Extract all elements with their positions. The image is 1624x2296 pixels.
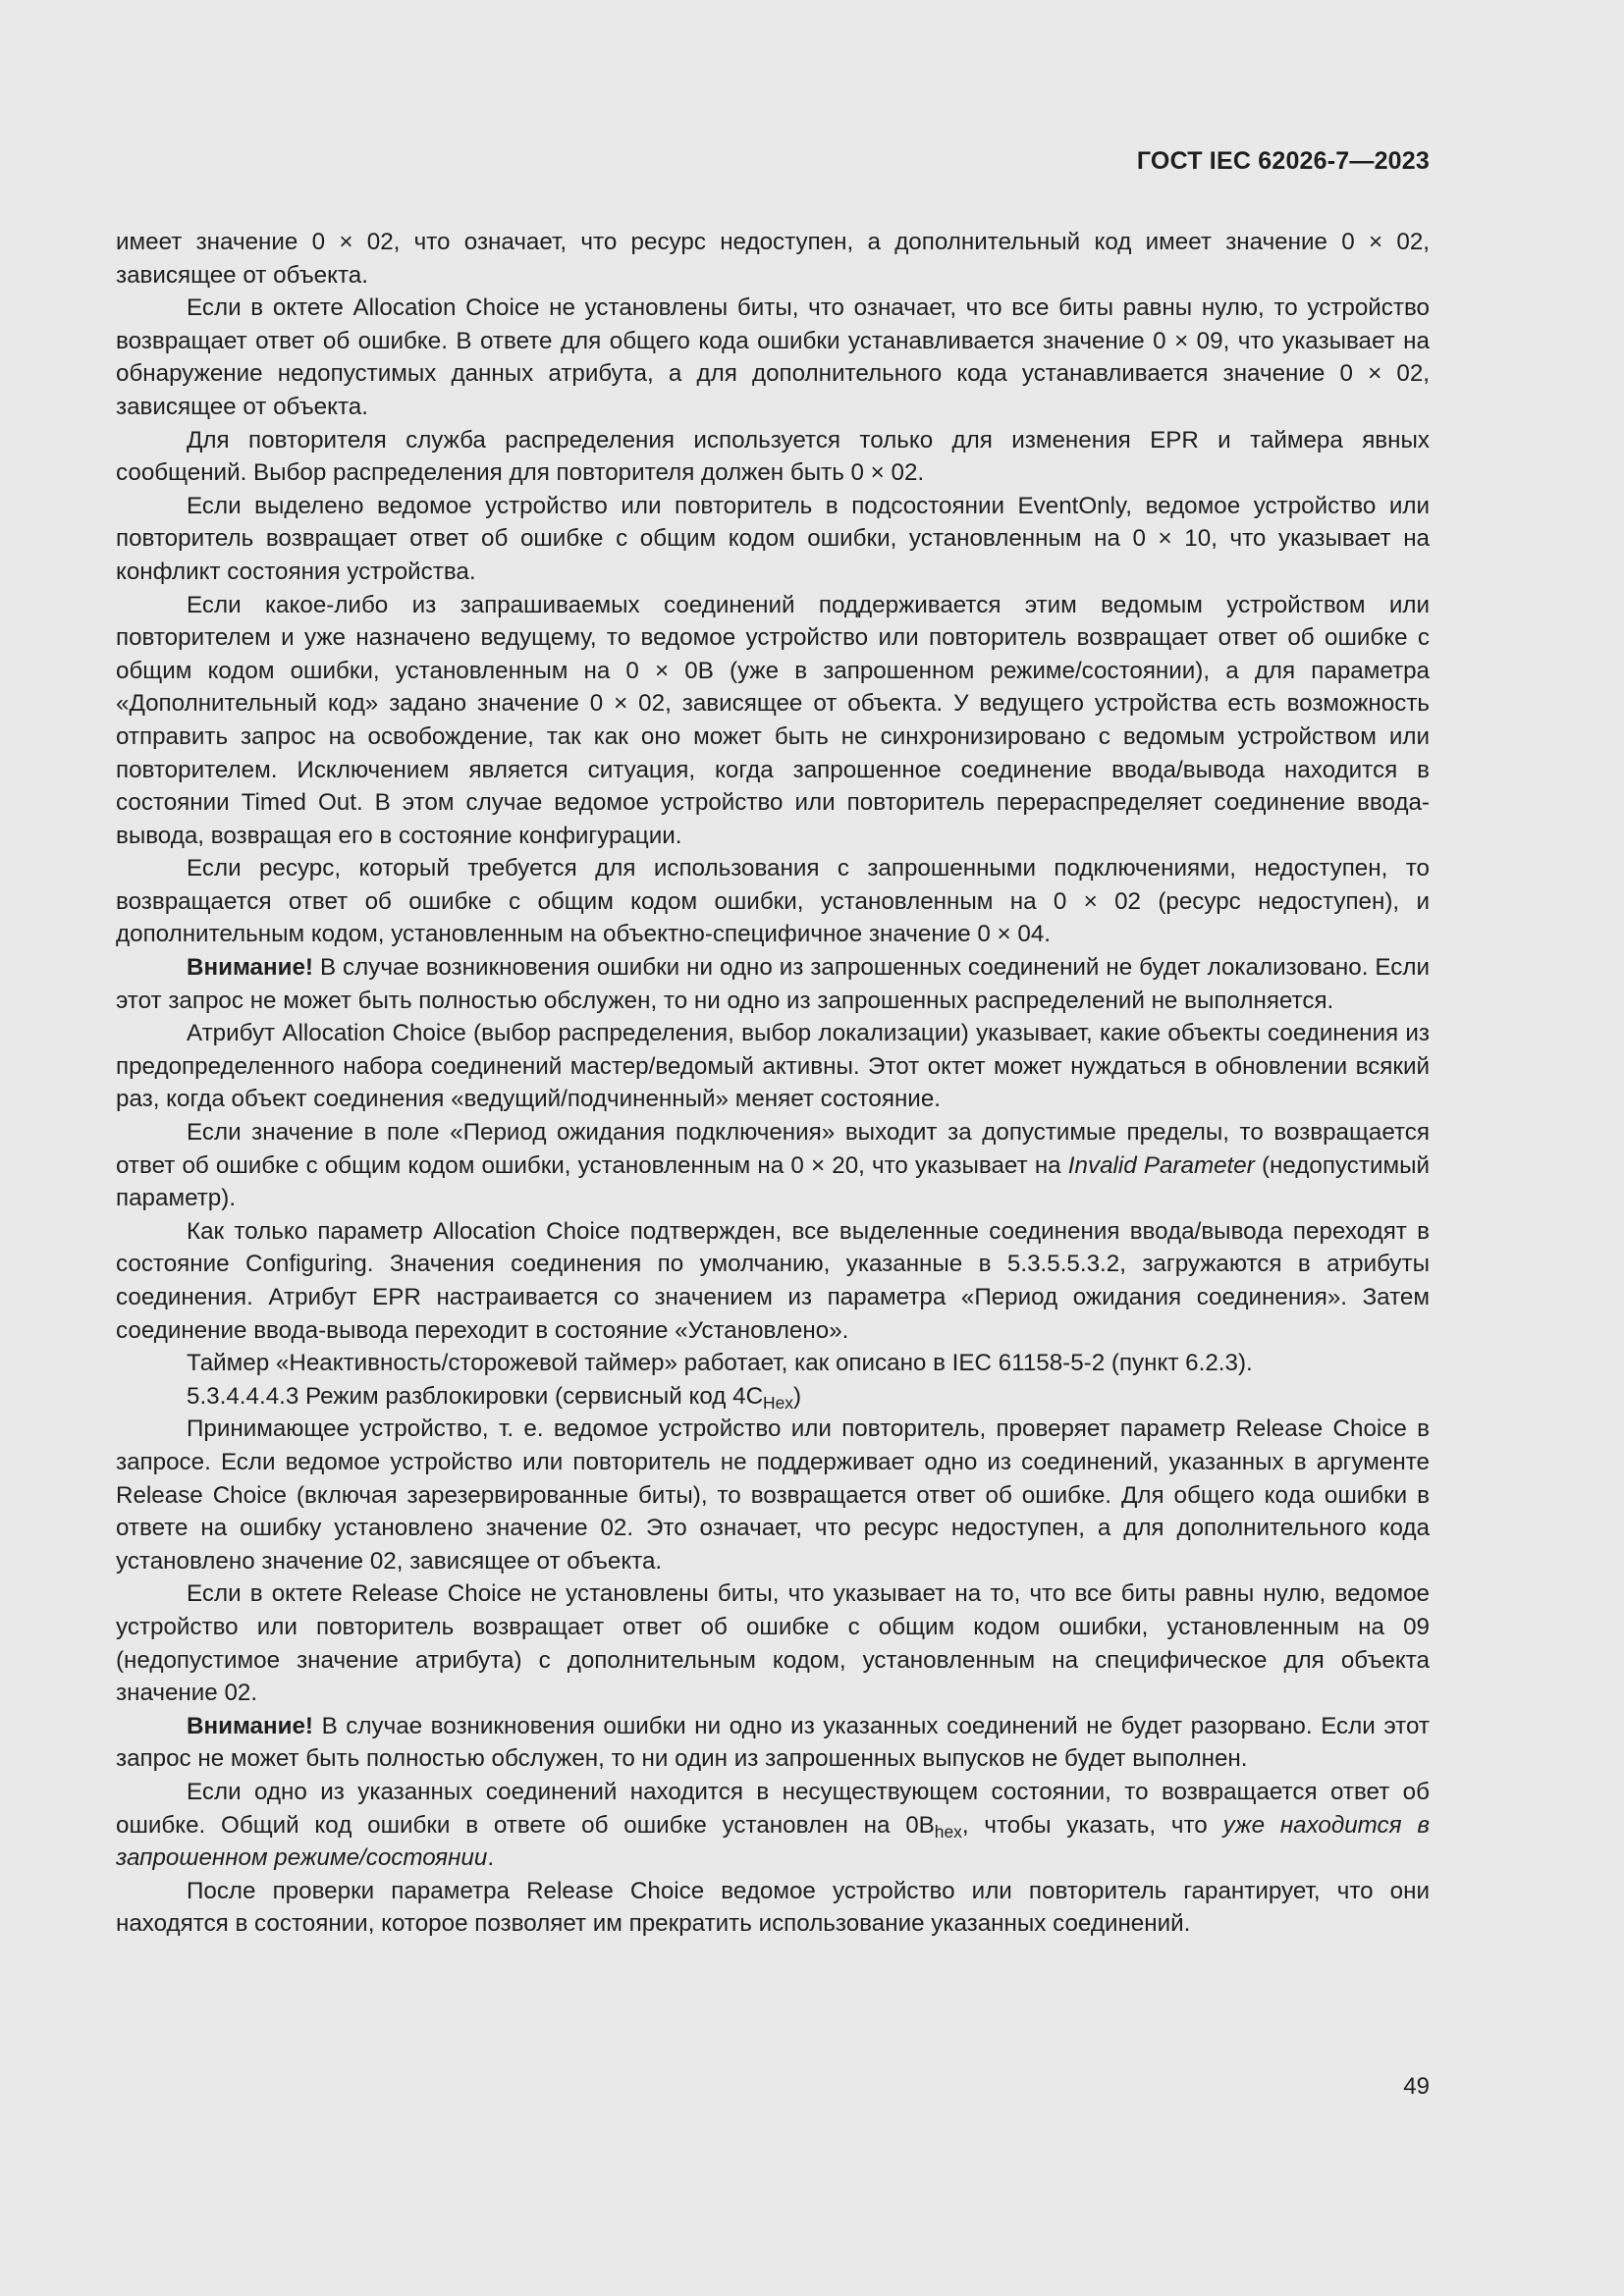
paragraph: имеет значение 0 × 02, что означает, что ресурс недоступен, а дополнительный код имеет значение 0 × 02, зависящее от объекта.: [116, 229, 1430, 289]
paragraph: [116, 1776, 1430, 1875]
standard-header: ГОСТ IEC 62026-7—2023: [1136, 147, 1430, 175]
paragraph: Принимающее устройство, т. е. ведомое устройство или повторитель, проверяет параметр Release Choice в запросе. Если ведомое устройство или повторитель не поддерживает одно из соединений, указанных в аргументе Release Choice (включая зарезервированные биты), то возвращается ответ об ошибке. Для общего кода ошибки в ответе на ошибку установлено значение 02. Это означает, что ресурс недоступен, а для дополнительного кода установлено значение 02, зависящее от объекта.: [116, 1415, 1430, 1575]
paragraph: Если в октете Release Choice не установлены биты, что указывает на то, что все биты равны нулю, ведомое устройство или повторитель возвращает ответ об ошибке с общим кодом ошибки, установленным на 09 (недопустимое значение атрибута) с дополнительным кодом, установленным на специфическое для объекта значение 02.: [116, 1580, 1430, 1707]
paragraph: [116, 1116, 1430, 1215]
paragraph: Если в октете Allocation Choice не установлены биты, что означает, что все биты равны нулю, то устройство возвращает ответ об ошибке. В ответе для общего кода ошибки устанавливается значение 0 × 09, что указывает на обнаружение недопустимых данных атрибута, а для дополнительного кода устанавливается значение 0 × 02, зависящее от объекта.: [116, 294, 1430, 420]
paragraph: Если какое-либо из запрашиваемых соединений поддерживается этим ведомым устройством или повторителем и уже назначено ведущему, то ведомое устройство или повторитель возвращает ответ об ошибке с общим кодом ошибки, установленным на 0 × 0B (уже в запрошенном режиме/состоянии), а для параметра «Дополнительный код» задано значение 0 × 02, зависящее от объекта. У ведущего устройства есть возможность отправить запрос на освобождение, так как оно может быть не синхронизировано с ведомым устройством или повторителем. Исключением является ситуация, когда запрошенное соединение ввода/вывода находится в состоянии Timed Out. В этом случае ведомое устройство или повторитель перераспределяет соединение ввода-вывода, возвращая его в состояние конфигурации.: [116, 591, 1430, 849]
paragraph-text: .: [487, 1844, 495, 1872]
warning-label: Внимание!: [187, 954, 313, 982]
paragraph: Если ресурс, который требуется для использования с запрошенными подключениями, недоступен, то возвращается ответ об ошибке с общим кодом ошибки, установленным на 0 × 02 (ресурс недоступен), и дополнительным кодом, установленным на объектно-специфичное значение 0 × 04.: [116, 855, 1430, 948]
document-body: [116, 226, 1430, 1941]
italic-term: уже находится в запрошенном режиме/состоянии: [116, 1811, 1430, 1872]
paragraph: Если выделено ведомое устройство или повторитель в подсостоянии EventOnly, ведомое устройство или повторитель возвращает ответ об ошибке с общим кодом ошибки, установленным на 0 × 10, что указывает на конфликт состояния устройства.: [116, 492, 1430, 585]
warning-paragraph: [116, 951, 1430, 1017]
page-number: 49: [1403, 2073, 1430, 2100]
warning-label: Внимание!: [187, 1712, 313, 1739]
paragraph-text: Если значение в поле «Период ожидания подключения» выходит за допустимые пределы, то возвращается ответ об ошибке с общим кодом ошибки, установленным на 0 × 20, что указывает на: [116, 1119, 1430, 1179]
paragraph-text: (недопустимый параметр).: [116, 1151, 1430, 1212]
heading-text-end: ): [793, 1382, 802, 1410]
italic-term: Invalid Parameter: [1067, 1151, 1255, 1179]
paragraph: Атрибут Allocation Choice (выбор распределения, выбор локализации) указывает, какие объекты соединения из предопределенного набора соединений мастер/ведомый активны. Этот октет может нуждаться в обновлении всякий раз, когда объект соединения «ведущий/подчиненный» меняет состояние.: [116, 1020, 1430, 1113]
paragraph-text: , чтобы указать, что: [961, 1811, 1208, 1839]
warning-text: В случае возникновения ошибки ни одно из запрошенных соединений не будет локализовано. Если этот запрос не может быть полностью обслужен, то ни одно из запрошенных распределений не выполняется.: [116, 954, 1430, 1014]
subscript: hex: [934, 1821, 962, 1842]
warning-text: В случае возникновения ошибки ни одно из указанных соединений не будет разорвано. Если этот запрос не может быть полностью обслужен, то ни один из запрошенных выпусков не будет выполнен.: [116, 1712, 1430, 1773]
paragraph: Таймер «Неактивность/сторожевой таймер» работает, как описано в IEC 61158-5-2 (пункт 6.2.3).: [187, 1350, 1253, 1377]
paragraph: После проверки параметра Release Choice ведомое устройство или повторитель гарантирует, что они находятся в состоянии, которое позволяет им прекратить использование указанных соединений.: [116, 1877, 1430, 1938]
heading-subscript: Hex: [763, 1393, 794, 1413]
section-heading: [116, 1380, 1430, 1414]
paragraph: Для повторителя служба распределения используется только для изменения EPR и таймера явных сообщений. Выбор распределения для повторителя должен быть 0 × 02.: [116, 426, 1430, 487]
warning-paragraph: [116, 1710, 1430, 1776]
paragraph-text: Если одно из указанных соединений находится в несуществующем состоянии, то возвращается ответ об ошибке. Общий код ошибки в ответе об ошибке установлен на 0B: [116, 1778, 1430, 1839]
heading-text: 5.3.4.4.4.3 Режим разблокировки (сервисный код 4C: [187, 1382, 764, 1410]
paragraph: Как только параметр Allocation Choice подтвержден, все выделенные соединения ввода/вывода переходят в состояние Configuring. Значения соединения по умолчанию, указанные в 5.3.5.5.3.2, загружаются в атрибуты соединения. Атрибут EPR настраивается со значением из параметра «Период ожидания соединения». Затем соединение ввода-вывода переходит в состояние «Установлено».: [116, 1217, 1430, 1344]
